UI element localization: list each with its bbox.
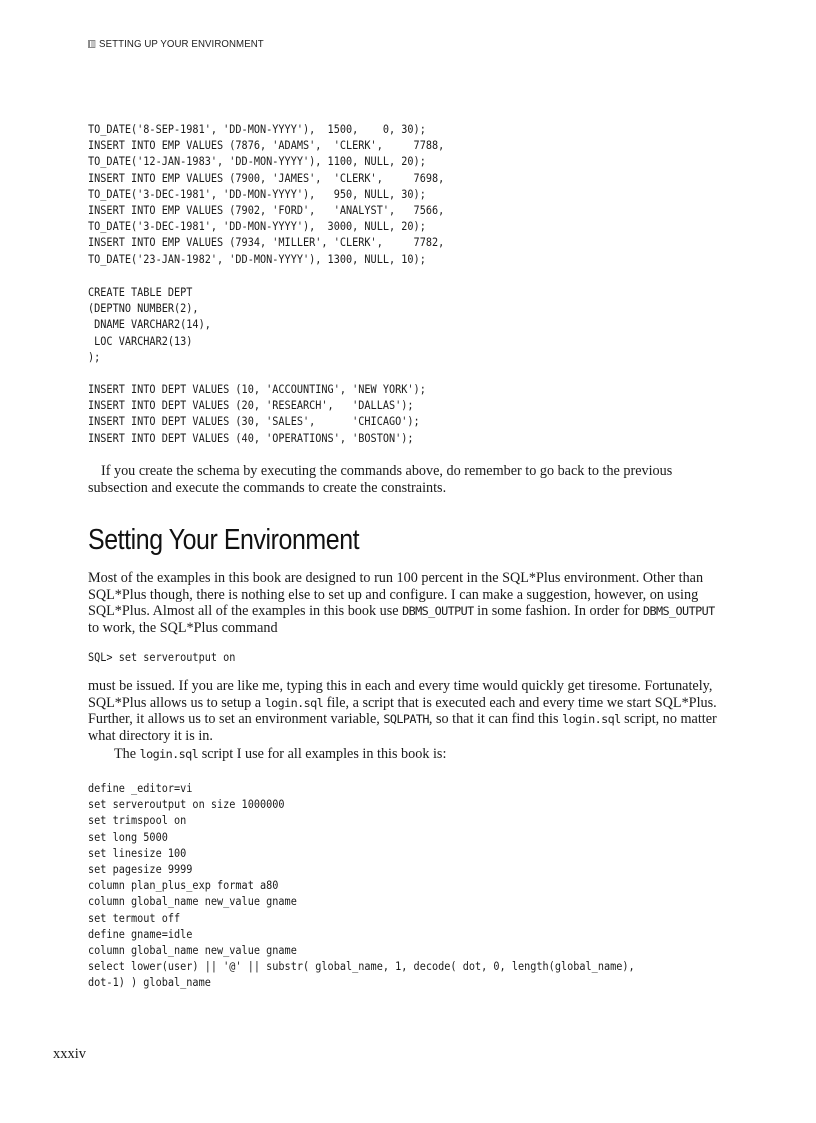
paragraph-login-sql	[88, 678, 728, 744]
inline-code: login.sql	[264, 695, 324, 710]
code-block-login-sql: define _editor=vi set serveroutput on size 1000000 set trimspool on set long 5000 set linesize 100 set pagesize 9999 column plan_plus_exp format a80 column global_name new_value gname set termout off define gname=idle column global_name new_value gname select lower(user) || '@' || substr( global_name, 1, decode( dot, 0, length(global_name), dot-1) ) global_name	[88, 781, 635, 990]
paragraph-text: script, no matter what directory it is in.	[88, 711, 717, 744]
code-block-dept-create: CREATE TABLE DEPT (DEPTNO NUMBER(2), DNAME VARCHAR2(14), LOC VARCHAR2(13) );	[88, 285, 211, 364]
inline-code: login.sql	[562, 712, 621, 727]
code-block-emp-inserts: TO_DATE('8-SEP-1981', 'DD-MON-YYYY'), 1500, 0, 30); INSERT INTO EMP VALUES (7876, 'ADAMS', 'CLERK', 7788, TO_DATE('12-JAN-1983', 'DD-MON-YYYY'), 1100, NULL, 20); INSERT INTO EMP VALUES (7900, 'JAMES', 'CLERK', 7698, TO_DATE('3-DEC-1981', 'DD-MON-YYYY'), 950, NULL, 30); INSERT INTO EMP VALUES (7902, 'FORD', 'ANALYST', 7566, TO_DATE('3-DEC-1981', 'DD-MON-YYYY'), 3000, NULL, 20); INSERT INTO EMP VALUES (7934, 'MILLER', 'CLERK', 7782, TO_DATE('23-JAN-1982', 'DD-MON-YYYY'), 1300, NULL, 10);	[88, 122, 445, 266]
running-header	[88, 38, 264, 50]
inline-code: login.sql	[139, 747, 199, 761]
inline-code: DBMS_OUTPUT	[643, 604, 715, 619]
paragraph-text: must be issued. If you are like me, typing this in each and every time would quickly get tiresome. Fortunately, SQL*Plus allows us to setup a	[88, 678, 713, 711]
paragraph-text: to work, the SQL*Plus command	[88, 619, 278, 636]
running-head-text: SETTING UP YOUR ENVIRONMENT	[99, 38, 264, 50]
page-number: xxxiv	[53, 1046, 87, 1062]
section-title: Setting Your Environment	[88, 524, 360, 556]
code-block-dept-inserts: INSERT INTO DEPT VALUES (10, 'ACCOUNTING', 'NEW YORK'); INSERT INTO DEPT VALUES (20, 'RESEARCH', 'DALLAS'); INSERT INTO DEPT VALUES (30, 'SALES', 'CHICAGO'); INSERT INTO DEPT VALUES (40, 'OPERATIONS', 'BOSTON');	[88, 382, 426, 445]
paragraph-text: The	[114, 746, 140, 762]
paragraph-text: Most of the examples in this book are designed to run 100 percent in the SQL*Plus environment. Other than SQL*Plus though, there is nothing else to set up and configure. I can make a suggestion, however, on using SQL*Plus. Almost all of the examples in this book use	[88, 570, 704, 620]
paragraph-text: in some fashion. In order for	[473, 603, 644, 620]
inline-code: SQLPATH	[383, 712, 429, 727]
paragraph-environment-intro	[88, 570, 728, 636]
paragraph-text: , so that it can find this	[428, 711, 563, 728]
paragraph-text: file, a script that is executed each and every time we start SQL*Plus. Further, it allows us to set an environment variable,	[88, 694, 717, 728]
code-block-serveroutput: SQL> set serveroutput on	[88, 650, 236, 664]
paragraph-schema-note	[88, 463, 728, 496]
paragraph-login-script-intro	[88, 746, 728, 763]
inline-code: DBMS_OUTPUT	[402, 604, 474, 619]
paragraph-text: script I use for all examples in this book is:	[198, 746, 447, 762]
paragraph-text: If you create the schema by executing the commands above, do remember to go back to the previous subsection and execute the commands to create the constraints.	[88, 463, 673, 496]
header-marker-icon	[88, 40, 95, 48]
